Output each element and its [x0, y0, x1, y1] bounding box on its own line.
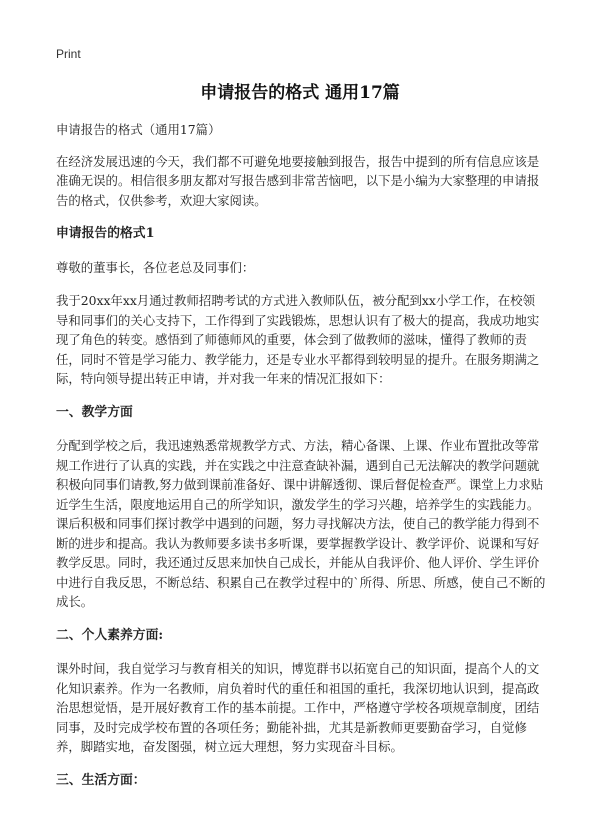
heading-personal: 二、个人素养方面: — [56, 627, 164, 643]
section-heading-1: 申请报告的格式1 — [56, 226, 155, 241]
salutation: 尊敬的董事长，各位老总及同事们： — [56, 259, 255, 275]
paragraph-application: 我于20xx年xx月通过教师招聘考试的方式进入教师队伍，被分配到xx小学工作，在校领导和同事们的关心支持下，工作得到了实践锻炼，思想认识有了极大的提高，我成功地实现了角色的转变。感悟到了师德师风的重要，体会到了做教师的滋味，懂得了教师的责任，同时不管是学习能力、教学能力，还是专业水平都得到较明显的提升。在服务期满之际，特向领导提出转正申请，并对我一年来的情况汇报如下： — [56, 293, 540, 386]
document-subtitle: 申请报告的格式（通用17篇） — [56, 122, 221, 137]
heading-life: 三、生活方面： — [56, 772, 146, 788]
document-body — [56, 120, 546, 804]
heading-teaching: 一、教学方面 — [56, 404, 133, 420]
paragraph-teaching: 分配到学校之后，我迅速熟悉常规教学方式、方法，精心备课、上课、作业布置批改等常规工作进行了认真的实践，并在实践之中注意查缺补漏，遇到自己无法解决的教学问题就积极向同事们请教,努力做到课前准备好、课中讲解透彻、课后督促检查严。课堂上力求贴近学生生活，限度地运用自己的所学知识，激发学生的学习兴趣，培养学生的实践能力。课后积极和同事们探讨教学中遇到的问题，努力寻找解决方法，使自己的教学能力得到不断的进步和提高。我认为教师要多读书多听课，要掌握教学设计、教学评价、说课和写好教学反思。同时，我还通过反思来加快自己成长，并能从自我评价、他人评价、学生评价中进行自我反思，不断总结、积累自己在教学过程中的`所得、所思、所感，使自己不断的成长。 — [56, 438, 546, 609]
intro-paragraph: 在经济发展迅速的今天，我们都不可避免地要接触到报告，报告中提到的所有信息应该是准确无误的。相信很多朋友都对写报告感到非常苦恼吧，以下是小编为大家整理的申请报告的格式，仅供参考，欢迎大家阅读。 — [56, 153, 540, 208]
paragraph-personal: 课外时间，我自觉学习与教育相关的知识，博览群书以拓宽自己的知识面，提高个人的文化知识素养。作为一名教师，肩负着时代的重任和祖国的重托，我深切地认识到，提高政治思想觉悟，是开展好教育工作的基本前提。工作中，严格遵守学校各项规章制度，团结同事，及时完成学校布置的各项任务；勤能补拙，尤其是新教师更要勤奋学习，自觉修养，脚踏实地，奋发图强，树立远大理想，努力实现奋斗目标。 — [56, 661, 540, 754]
page-title: 申请报告的格式 通用17篇 — [200, 83, 400, 103]
print-link[interactable]: Print — [56, 47, 81, 61]
